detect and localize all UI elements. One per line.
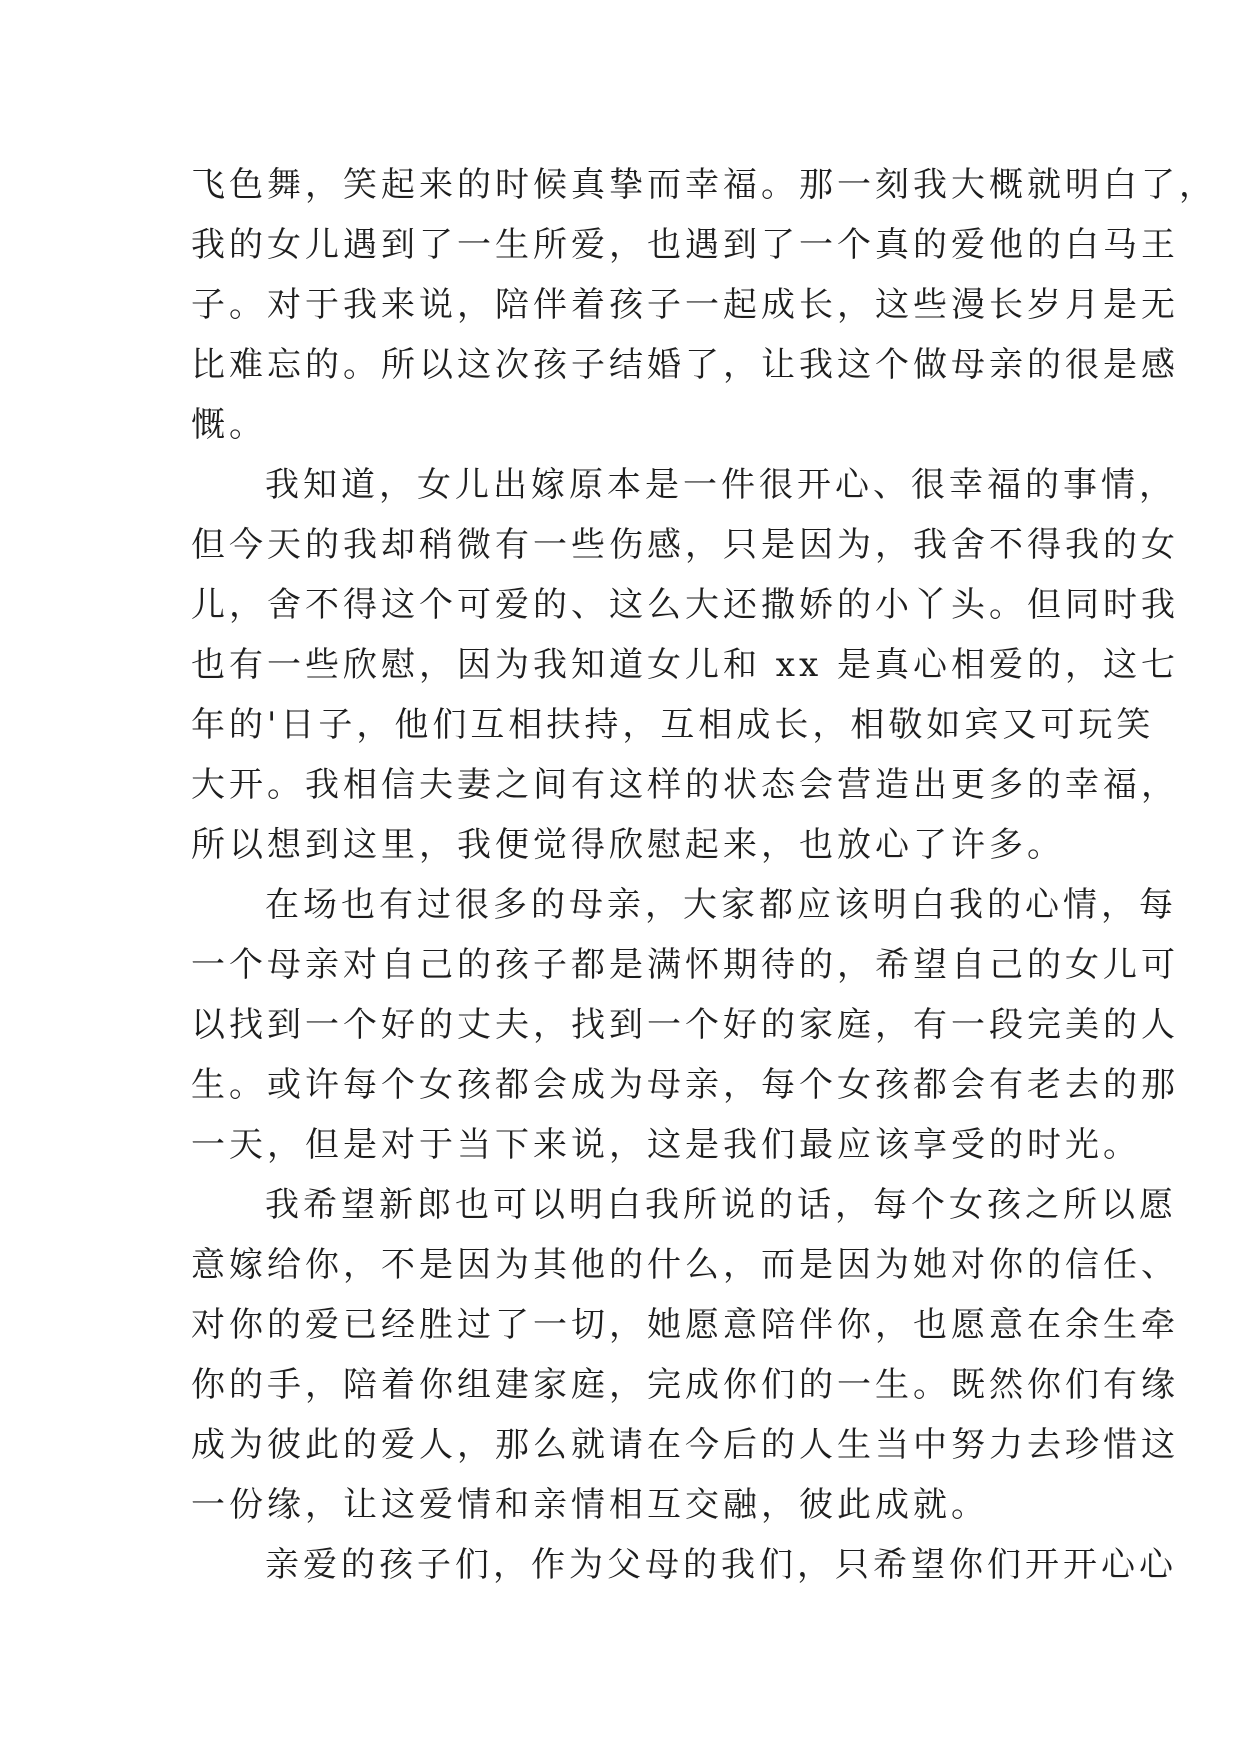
text-line: 也有一些欣慰，因为我知道女儿和 xx 是真心相爱的，这七	[191, 645, 1179, 685]
text-line: 意嫁给你，不是因为其他的什么，而是因为她对你的信任、	[191, 1245, 1179, 1285]
paragraph-first-line: 我知道，女儿出嫁原本是一件很开心、很幸福的事情，	[265, 465, 1177, 505]
text-line: 一天，但是对于当下来说，这是我们最应该享受的时光。	[191, 1125, 1141, 1165]
paragraph-first-line: 亲爱的孩子们，作为父母的我们，只希望你们开开心心	[265, 1545, 1177, 1585]
text-line: 儿，舍不得这个可爱的、这么大还撒娇的小丫头。但同时我	[191, 585, 1179, 625]
text-line: 子。对于我来说，陪伴着孩子一起成长，这些漫长岁月是无	[191, 285, 1179, 325]
text-line: 我的女儿遇到了一生所爱，也遇到了一个真的爱他的白马王	[191, 225, 1179, 265]
text-line: 你的手，陪着你组建家庭，完成你们的一生。既然你们有缘	[191, 1365, 1179, 1405]
text-line: 慨。	[191, 405, 267, 445]
text-line: 一个母亲对自己的孩子都是满怀期待的，希望自己的女儿可	[191, 945, 1179, 985]
text-line: 年的'日子，他们互相扶持，互相成长，相敬如宾又可玩笑	[191, 705, 1155, 745]
text-line: 大开。我相信夫妻之间有这样的状态会营造出更多的幸福，	[191, 765, 1179, 805]
text-line: 飞色舞，笑起来的时候真挚而幸福。那一刻我大概就明白了，	[191, 165, 1217, 205]
text-line: 生。或许每个女孩都会成为母亲，每个女孩都会有老去的那	[191, 1065, 1179, 1105]
text-line: 比难忘的。所以这次孩子结婚了，让我这个做母亲的很是感	[191, 345, 1179, 385]
text-line: 以找到一个好的丈夫，找到一个好的家庭，有一段完美的人	[191, 1005, 1179, 1045]
text-line: 一份缘，让这爱情和亲情相互交融，彼此成就。	[191, 1485, 989, 1525]
body-text	[191, 155, 1217, 1595]
paragraph-first-line: 我希望新郎也可以明白我所说的话，每个女孩之所以愿	[265, 1185, 1177, 1225]
text-line: 对你的爱已经胜过了一切，她愿意陪伴你，也愿意在余生牵	[191, 1305, 1179, 1345]
paragraph-first-line: 在场也有过很多的母亲，大家都应该明白我的心情，每	[265, 885, 1177, 925]
text-line: 成为彼此的爱人，那么就请在今后的人生当中努力去珍惜这	[191, 1425, 1179, 1465]
text-line: 但今天的我却稍微有一些伤感，只是因为，我舍不得我的女	[191, 525, 1179, 565]
text-line: 所以想到这里，我便觉得欣慰起来，也放心了许多。	[191, 825, 1065, 865]
